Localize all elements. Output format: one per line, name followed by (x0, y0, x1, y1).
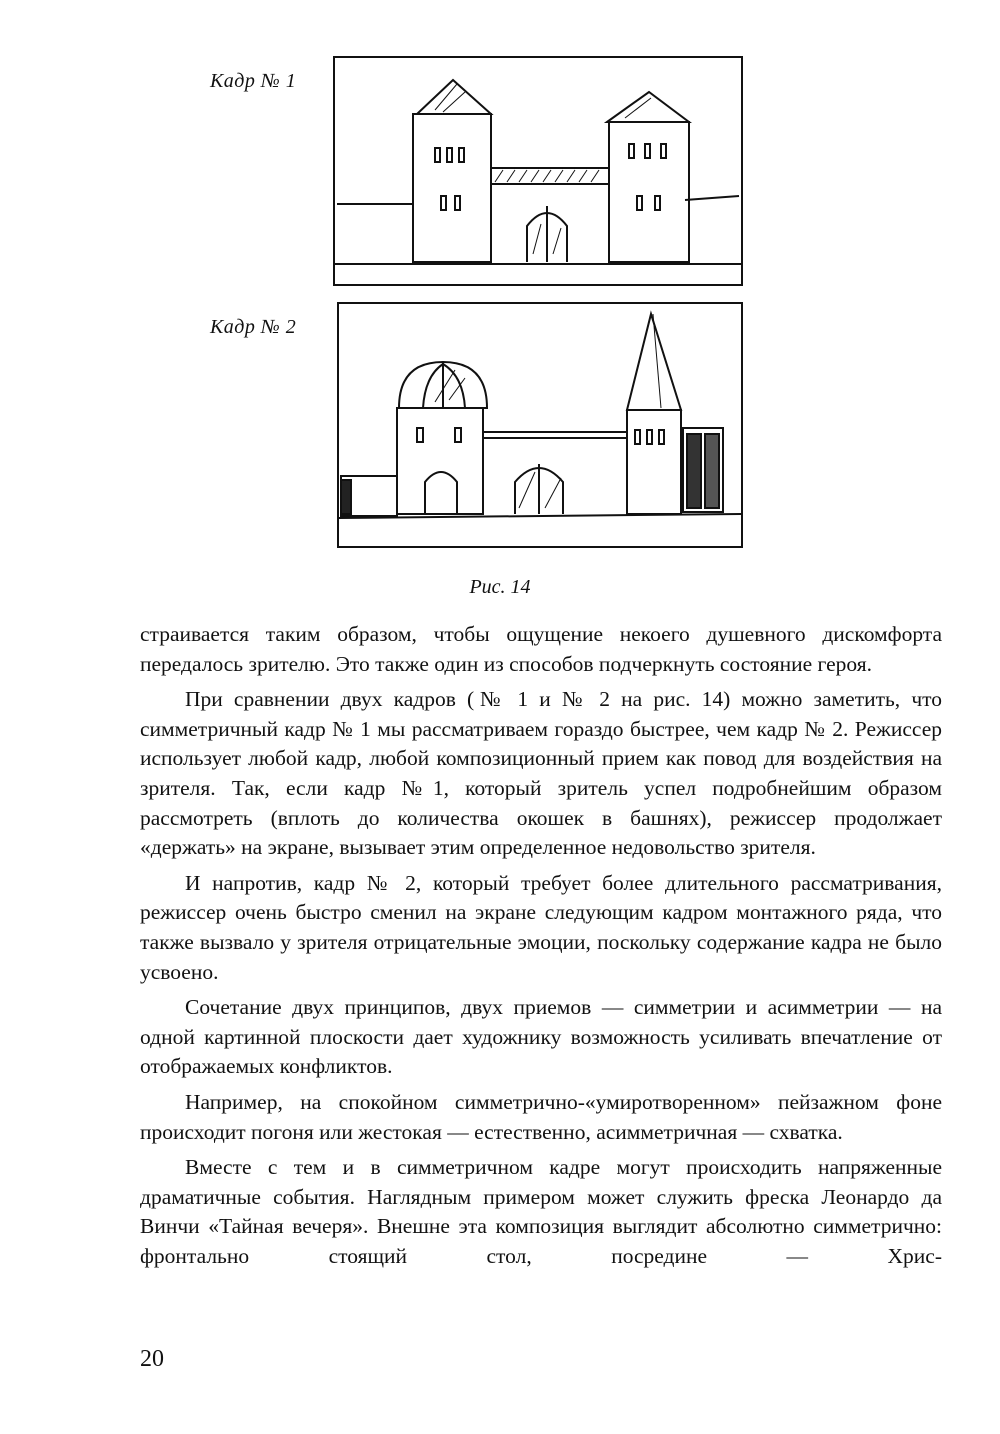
frame-1-drawing (333, 56, 743, 286)
paragraph-5: Например, на спокойном симметрично-«умиротворенном» пейзажном фоне происходит погоня или жестокая — естественно, асимметричная — схватка. (140, 1089, 942, 1144)
paragraph-3: И напротив, кадр № 2, который требует более длительного рассматривания, режиссер очень быстро сменил на экране следующим кадром монтажного ряда, что также вызвало у зрителя отрицательные эмоции, поскольку содержание кадра не было усвоено. (140, 870, 942, 984)
frame-2-drawing (337, 302, 743, 548)
page-number: 20 (140, 1346, 164, 1372)
paragraph-2: При сравнении двух кадров (№ 1 и № 2 на рис. 14) можно заметить, что симметричный кадр № 1 мы рассматриваем гораздо быстрее, чем кадр № 2. Режиссер использует любой кадр, любой композиционный прием как повод для воздействия на зрителя. Так, если кадр №1, который зритель успел подробнейшим образом рассмотреть (вплоть до количества окошек в башнях), режиссер продолжает «держать» на экране, вызывает этим определенное недовольство зрителя. (140, 687, 942, 860)
paragraph-6: Вместе с тем и в симметричном кадре могут происходить напряженные драматичные события. Наглядным примером может служить фреска Леонардо да Винчи «Тайная вечеря». Внешне эта композиция выглядит абсолютно симметрично: фронтально стоящий стол, посредине — Хрис- (140, 1155, 942, 1268)
frame-1-label: Кадр № 1 (210, 70, 297, 92)
paragraph-4: Сочетание двух принципов, двух приемов — симметрии и асимметрии — на одной картинной плоскости дает художнику возможность усиливать впечатление от отображаемых конфликтов. (140, 995, 942, 1079)
frame-2-label: Кадр № 2 (210, 316, 297, 338)
body-text (140, 620, 942, 1277)
paragraph-1: страивается таким образом, чтобы ощущение некоего душевного дискомфорта передалось зрителю. Это также один из способов подчеркнуть состояние героя. (140, 622, 942, 676)
figure-caption: Рис. 14 (469, 576, 531, 598)
